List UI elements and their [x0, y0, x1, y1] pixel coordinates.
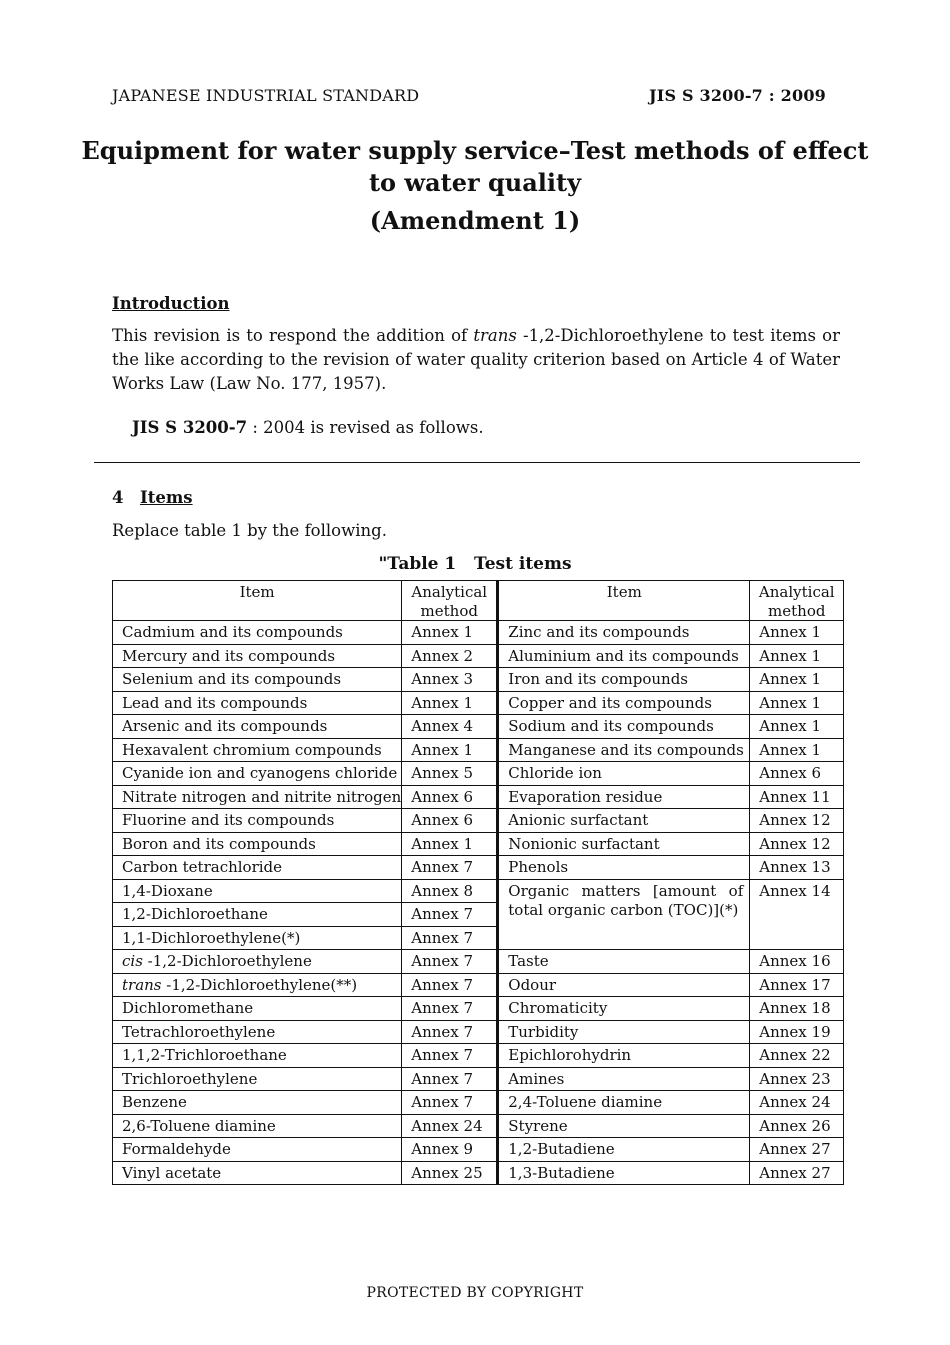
- left-item-cell: [113, 738, 402, 762]
- item-name: 1,1-Dichloroethylene(*): [122, 928, 301, 947]
- item-name: Carbon tetrachloride: [122, 858, 283, 876]
- right-item-cell: Anionic surfactant: [498, 809, 750, 833]
- left-item-cell: [113, 1067, 402, 1091]
- right-method-cell: Annex 12: [750, 809, 844, 833]
- left-item-cell: [113, 879, 402, 903]
- left-item-cell: [113, 1091, 402, 1115]
- right-item-cell: Amines: [498, 1067, 750, 1091]
- intro-text-italic: trans: [473, 326, 517, 345]
- table-row: [113, 1020, 844, 1044]
- column-header-method-left: [402, 581, 498, 621]
- left-method-cell: Annex 7: [402, 1067, 498, 1091]
- item-name: Mercury and its compounds: [122, 646, 336, 665]
- right-method-cell: Annex 18: [750, 997, 844, 1021]
- left-item-cell: [113, 1138, 402, 1162]
- right-method-cell: Annex 1: [750, 668, 844, 692]
- method-header-line1: Analytical: [758, 583, 835, 601]
- right-item-cell: Odour: [498, 973, 750, 997]
- right-method-cell: Annex 1: [750, 691, 844, 715]
- table-caption-title: Test items: [474, 554, 572, 574]
- left-item-cell: [113, 832, 402, 856]
- right-item-cell: 1,2-Butadiene: [498, 1138, 750, 1162]
- left-method-cell: Annex 7: [402, 997, 498, 1021]
- right-item-cell: Organic matters [amount of total organic carbon (TOC)](*): [498, 879, 750, 950]
- left-method-cell: Annex 1: [402, 832, 498, 856]
- right-method-cell: Annex 22: [750, 1044, 844, 1068]
- right-item-cell: Chromaticity: [498, 997, 750, 1021]
- left-method-cell: Annex 2: [402, 644, 498, 668]
- right-item-cell: Aluminium and its compounds: [498, 644, 750, 668]
- table-row: [113, 691, 844, 715]
- table-row: [113, 621, 844, 645]
- table-body: [113, 621, 844, 1185]
- left-item-cell: [113, 903, 402, 927]
- left-method-cell: Annex 6: [402, 809, 498, 833]
- copyright-footer: PROTECTED BY COPYRIGHT: [366, 1285, 584, 1301]
- right-method-cell: Annex 11: [750, 785, 844, 809]
- left-method-cell: Annex 6: [402, 785, 498, 809]
- test-items-table: [112, 580, 844, 1185]
- right-item-cell: Chloride ion: [498, 762, 750, 786]
- left-item-cell: [113, 926, 402, 950]
- item-name: 1,2-Dichloroethane: [122, 905, 268, 923]
- right-item-cell: Copper and its compounds: [498, 691, 750, 715]
- left-item-cell: [113, 950, 402, 974]
- right-item-cell: Turbidity: [498, 1020, 750, 1044]
- left-method-cell: Annex 7: [402, 973, 498, 997]
- item-name: Dichloromethane: [122, 999, 254, 1017]
- right-item-cell: Epichlorohydrin: [498, 1044, 750, 1068]
- right-item-cell: Taste: [498, 950, 750, 974]
- section-heading-items: [112, 488, 193, 507]
- left-item-cell: [113, 809, 402, 833]
- item-name: Hexavalent chromium compounds: [122, 740, 382, 759]
- replace-instruction: Replace table 1 by the following.: [112, 521, 387, 540]
- item-name: -1,2-Dichloroethylene(**): [161, 975, 358, 994]
- table-row: [113, 1044, 844, 1068]
- left-item-cell: [113, 621, 402, 645]
- left-method-cell: Annex 7: [402, 903, 498, 927]
- item-name: Lead and its compounds: [122, 693, 308, 712]
- table-row: [113, 1114, 844, 1138]
- header-standard-code: JIS S 3200-7 : 2009: [649, 86, 826, 105]
- right-item-cell: Zinc and its compounds: [498, 621, 750, 645]
- table-row: [113, 809, 844, 833]
- right-method-cell: Annex 1: [750, 621, 844, 645]
- right-method-cell: Annex 1: [750, 644, 844, 668]
- table-row: [113, 785, 844, 809]
- document-title-line-1: Equipment for water supply service–Test methods of effect: [81, 136, 869, 165]
- item-name: Arsenic and its compounds: [122, 717, 328, 735]
- right-item-cell: 2,4-Toluene diamine: [498, 1091, 750, 1115]
- document-title-line-2: to water quality: [368, 168, 582, 197]
- item-name: 2,6-Toluene diamine: [122, 1116, 276, 1135]
- table-row: [113, 1067, 844, 1091]
- left-method-cell: Annex 1: [402, 691, 498, 715]
- left-method-cell: Annex 5: [402, 762, 498, 786]
- section-number: 4: [112, 488, 124, 507]
- column-header-item-left: Item: [113, 581, 402, 621]
- left-method-cell: Annex 8: [402, 879, 498, 903]
- right-method-cell: Annex 26: [750, 1114, 844, 1138]
- item-name: Boron and its compounds: [122, 834, 316, 853]
- item-name: 1,4-Dioxane: [122, 881, 213, 900]
- left-item-cell: [113, 668, 402, 692]
- left-item-cell: [113, 997, 402, 1021]
- left-item-cell: [113, 785, 402, 809]
- left-item-cell: [113, 715, 402, 739]
- left-method-cell: Annex 7: [402, 1044, 498, 1068]
- method-header-line2: method: [420, 601, 478, 620]
- table-row: [113, 997, 844, 1021]
- left-item-cell: [113, 1044, 402, 1068]
- table-row: [113, 1161, 844, 1185]
- right-method-cell: Annex 16: [750, 950, 844, 974]
- left-method-cell: Annex 4: [402, 715, 498, 739]
- table-caption-number: "Table 1: [378, 554, 457, 574]
- right-item-cell: Evaporation residue: [498, 785, 750, 809]
- intro-text-before: This revision is to respond the addition of: [112, 326, 474, 345]
- item-name: Fluorine and its compounds: [122, 811, 335, 829]
- header-standard-name: JAPANESE INDUSTRIAL STANDARD: [112, 86, 420, 105]
- right-item-cell: Manganese and its compounds: [498, 738, 750, 762]
- table-row: [113, 950, 844, 974]
- left-item-cell: [113, 1020, 402, 1044]
- left-method-cell: Annex 25: [402, 1161, 498, 1185]
- table-row: [113, 1091, 844, 1115]
- item-name: Benzene: [122, 1093, 187, 1111]
- item-name: Tetrachloroethylene: [122, 1022, 276, 1041]
- table-row: [113, 832, 844, 856]
- left-item-cell: [113, 1114, 402, 1138]
- right-method-cell: Annex 14: [750, 879, 844, 950]
- right-method-cell: Annex 23: [750, 1067, 844, 1091]
- table-row: [113, 738, 844, 762]
- right-method-cell: Annex 17: [750, 973, 844, 997]
- right-method-cell: Annex 19: [750, 1020, 844, 1044]
- item-name: Vinyl acetate: [122, 1163, 222, 1182]
- revised-statement-text: : 2004 is revised as follows.: [247, 418, 484, 437]
- introduction-heading: Introduction: [112, 294, 230, 313]
- right-method-cell: Annex 6: [750, 762, 844, 786]
- table-row: [113, 644, 844, 668]
- left-method-cell: Annex 7: [402, 1091, 498, 1115]
- left-method-cell: Annex 7: [402, 926, 498, 950]
- item-italic-prefix: cis: [122, 952, 143, 970]
- right-item-cell: Phenols: [498, 856, 750, 880]
- right-item-cell: Nonionic surfactant: [498, 832, 750, 856]
- left-method-cell: Annex 24: [402, 1114, 498, 1138]
- right-item-cell: 1,3-Butadiene: [498, 1161, 750, 1185]
- left-item-cell: [113, 691, 402, 715]
- table-caption: [0, 554, 950, 574]
- revised-standard-code: JIS S 3200-7: [132, 418, 248, 437]
- item-name: -1,2-Dichloroethylene: [142, 952, 312, 970]
- table-row: [113, 856, 844, 880]
- right-method-cell: Annex 1: [750, 715, 844, 739]
- left-item-cell: [113, 762, 402, 786]
- right-method-cell: Annex 1: [750, 738, 844, 762]
- right-method-cell: Annex 27: [750, 1161, 844, 1185]
- table-header-row: [113, 581, 844, 621]
- left-method-cell: Annex 7: [402, 950, 498, 974]
- table-row: [113, 668, 844, 692]
- left-method-cell: Annex 7: [402, 856, 498, 880]
- left-method-cell: Annex 3: [402, 668, 498, 692]
- intro-text-after: -1,2-Dichloroethylene to test items or the like according to the revision of water quality criterion based on Article 4 of Water Works Law (Law No. 177, 1957).: [112, 326, 840, 393]
- table-row: [113, 879, 844, 903]
- left-method-cell: Annex 1: [402, 738, 498, 762]
- left-item-cell: [113, 1161, 402, 1185]
- table-row: [113, 973, 844, 997]
- left-method-cell: Annex 7: [402, 1020, 498, 1044]
- method-header-line2: method: [768, 601, 826, 620]
- right-method-cell: Annex 27: [750, 1138, 844, 1162]
- right-method-cell: Annex 12: [750, 832, 844, 856]
- item-name: 1,1,2-Trichloroethane: [122, 1046, 287, 1064]
- method-header-line1: Analytical: [411, 583, 488, 601]
- section-divider: [94, 462, 860, 463]
- column-header-method-right: [750, 581, 844, 621]
- right-item-cell: Styrene: [498, 1114, 750, 1138]
- revision-statement: [132, 418, 484, 437]
- left-item-cell: [113, 973, 402, 997]
- column-header-item-right: Item: [498, 581, 750, 621]
- left-item-cell: [113, 644, 402, 668]
- item-name: Trichloroethylene: [122, 1069, 258, 1088]
- left-item-cell: [113, 856, 402, 880]
- section-title: Items: [140, 488, 193, 507]
- table-row: [113, 1138, 844, 1162]
- item-name: Selenium and its compounds: [122, 670, 342, 688]
- table-row: [113, 715, 844, 739]
- right-item-cell: Iron and its compounds: [498, 668, 750, 692]
- document-subtitle-amendment: (Amendment 1): [369, 206, 581, 235]
- right-method-cell: Annex 24: [750, 1091, 844, 1115]
- item-name: Formaldehyde: [122, 1140, 231, 1158]
- item-name: Cyanide ion and cyanogens chloride: [122, 764, 398, 782]
- left-method-cell: Annex 9: [402, 1138, 498, 1162]
- item-italic-prefix: trans: [122, 975, 162, 994]
- right-method-cell: Annex 13: [750, 856, 844, 880]
- left-method-cell: Annex 1: [402, 621, 498, 645]
- introduction-paragraph: [112, 324, 840, 396]
- right-item-cell: Sodium and its compounds: [498, 715, 750, 739]
- item-name: Nitrate nitrogen and nitrite nitrogen: [122, 787, 402, 806]
- table-row: [113, 762, 844, 786]
- item-name: Cadmium and its compounds: [122, 623, 343, 641]
